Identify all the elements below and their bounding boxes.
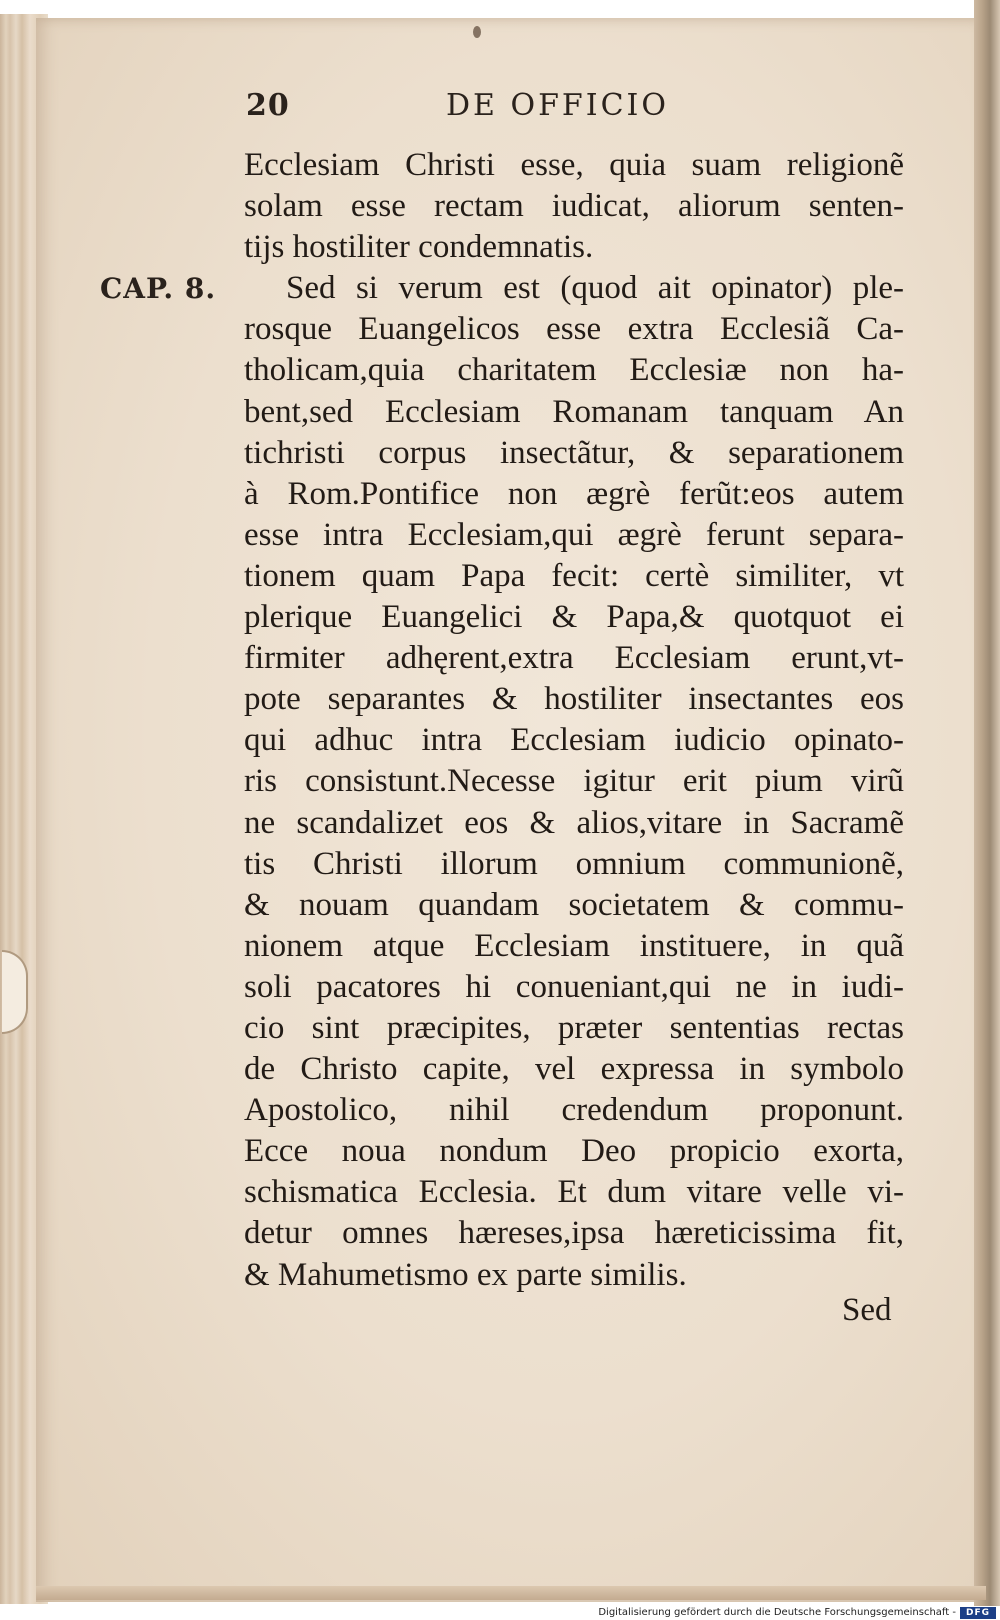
text-line: Ecce noua nondum Deo propicio exorta, <box>244 1133 904 1170</box>
body-text <box>244 145 904 1296</box>
page-bottom-edge <box>36 1586 986 1600</box>
text-line: cio sint præcipites, præter sententias rectas <box>244 1009 904 1046</box>
text-line: qui adhuc intra Ecclesiam iudicio opinato- <box>244 722 904 759</box>
text-line: tholicam,quia charitatem Ecclesiæ non ha- <box>244 352 904 389</box>
digitization-footer <box>0 1606 1000 1620</box>
text-line: solam esse rectam iudicat, aliorum senten- <box>244 188 904 225</box>
text-line: tis Christi illorum omnium communionẽ, <box>244 845 904 882</box>
text-line: detur omnes hæreses,ipsa hæreticissima fit, <box>244 1215 904 1252</box>
margin-chapter-note: CAP. 8. <box>100 272 217 305</box>
text-line: schismatica Ecclesia. Et dum vitare velle vi- <box>244 1174 904 1211</box>
binding-edge <box>974 0 1000 1606</box>
running-head: DE OFFICIO <box>446 88 669 123</box>
text-line: tijs hostiliter condemnatis. <box>244 229 594 266</box>
catchword: Sed <box>842 1292 892 1328</box>
page-clip-mark <box>2 950 28 1034</box>
text-line: de Christo capite, vel expressa in symbolo <box>244 1051 904 1088</box>
page-header <box>246 88 706 132</box>
text-line: pote separantes & hostiliter insectantes eos <box>244 681 904 718</box>
text-line: soli pacatores hi conueniant,qui ne in iudi- <box>244 968 904 1005</box>
text-line: à Rom.Pontifice non ægrè ferũt:eos autem <box>244 475 904 512</box>
text-line: firmiter adhęrent,extra Ecclesiam erunt,vt- <box>244 640 904 677</box>
text-line: ne scandalizet eos & alios,vitare in Sacramẽ <box>244 804 904 841</box>
text-line: tionem quam Papa fecit: certè similiter, vt <box>244 557 904 594</box>
text-line: Apostolico, nihil credendum proponunt. <box>244 1092 904 1129</box>
text-line: Sed si verum est (quod ait opinator) ple- <box>286 270 904 307</box>
funding-credit: Digitalisierung gefördert durch die Deutsche Forschungsgemeinschaft - <box>598 1607 956 1618</box>
text-line: tichristi corpus insectãtur, & separationem <box>244 434 904 471</box>
text-line: esse intra Ecclesiam,qui ægrè ferunt separa- <box>244 516 904 553</box>
page-number: 20 <box>246 88 290 123</box>
text-line: plerique Euangelici & Papa,& quotquot ei <box>244 599 904 636</box>
text-line: Ecclesiam Christi esse, quia suam religionẽ <box>244 147 904 183</box>
text-line: & nouam quandam societatem & commu- <box>244 886 904 923</box>
text-line: ris consistunt.Necesse igitur erit pium virũ <box>244 763 904 800</box>
ink-spot <box>473 26 481 38</box>
text-line: & Mahumetismo ex parte similis. <box>244 1256 687 1293</box>
dfg-logo: DFG <box>960 1607 996 1619</box>
text-line: rosque Euangelicos esse extra Ecclesiã Ca- <box>244 311 904 348</box>
text-line: bent,sed Ecclesiam Romanam tanquam An <box>244 393 904 430</box>
text-line: nionem atque Ecclesiam instituere, in quã <box>244 927 904 964</box>
